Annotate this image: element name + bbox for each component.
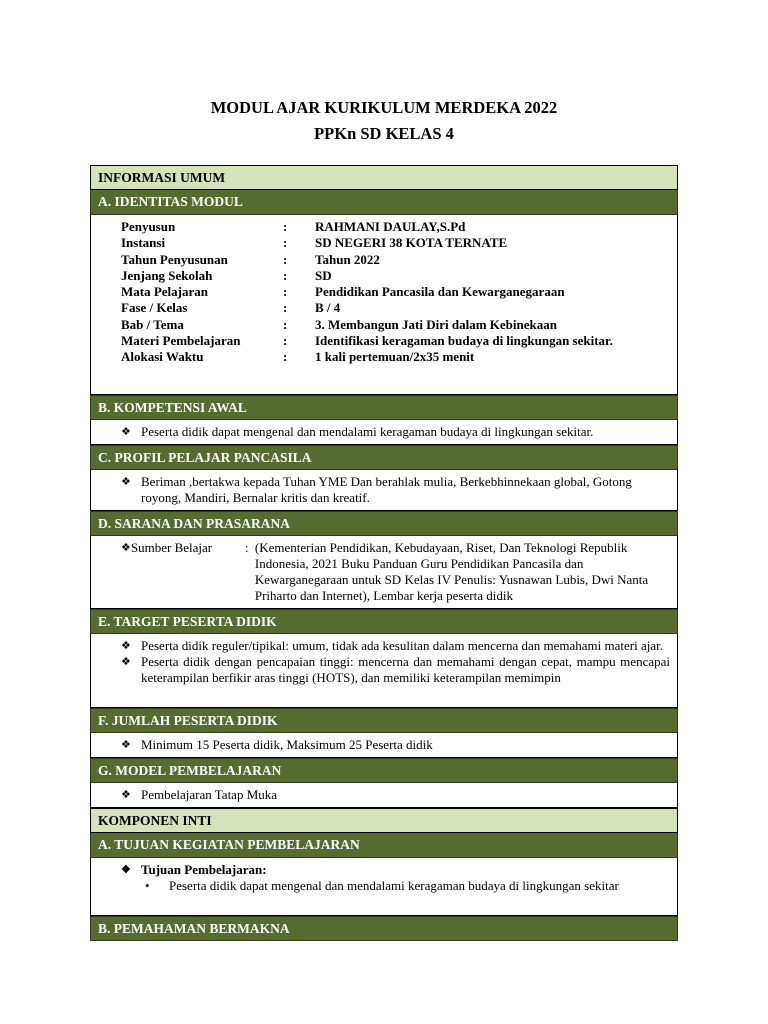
- list-item: [121, 540, 665, 604]
- sarana-prasarana-box: [90, 536, 678, 609]
- identitas-value: SD NEGERI 38 KOTA TERNATE: [315, 235, 508, 251]
- dot-bullet-icon: •: [145, 878, 150, 893]
- section-header-sarana-prasarana: D. SARANA DAN PRASARANA: [90, 511, 678, 536]
- list-item: [121, 474, 667, 506]
- diamond-bullet-icon: ❖: [121, 864, 131, 876]
- identitas-value: 1 kali pertemuan/2x35 menit: [315, 349, 475, 365]
- identitas-label: Penyusun: [121, 219, 176, 234]
- colon: :: [283, 235, 288, 251]
- identitas-label: Alokasi Waktu: [121, 349, 204, 365]
- module-table: [90, 165, 678, 941]
- section-header-informasi-umum: INFORMASI UMUM: [90, 165, 678, 190]
- identitas-value: SD: [315, 267, 332, 283]
- document-title: MODUL AJAR KURIKULUM MERDEKA 2022: [210, 98, 558, 117]
- colon: :: [283, 267, 288, 283]
- colon: :: [283, 251, 288, 267]
- colon: :: [283, 333, 288, 349]
- section-header-model-pembelajaran: G. MODEL PEMBELAJARAN: [90, 758, 678, 783]
- identitas-modul-box: [90, 215, 678, 395]
- target-item-text: Peserta didik reguler/tipikal: umum, tidak ada kesulitan dalam mencerna dan memahami materi ajar.: [141, 638, 663, 653]
- sarana-text: (Kementerian Pendidikan, Kebudayaan, Riset, Dan Teknologi Republik Indonesia, 2021 Buku Panduan Guru Pendidikan Pancasila dan Kewarganegaraan untuk SD Kelas IV Penulis: Yusnawan Lubis, Dwi Nanta Priharto dan Internet), Lembar kerja peserta didik: [254, 540, 649, 603]
- identitas-label: Mata Pelajaran: [121, 284, 209, 300]
- list-item: [121, 862, 670, 878]
- document-subtitle: PPKn SD KELAS 4: [314, 124, 454, 143]
- section-header-identitas-modul: A. IDENTITAS MODUL: [90, 190, 678, 215]
- target-item-text: Peserta didik dengan pencapaian tinggi: mencerna dan memahami dengan cepat, mampu mencapai keterampilan berfikir aras tinggi (HOTS), dan memiliki keterampilan memimpin: [141, 654, 670, 685]
- identitas-label: Fase / Kelas: [121, 300, 188, 316]
- identitas-value: Identifikasi keragaman budaya di lingkungan sekitar.: [315, 333, 613, 349]
- section-header-profil-pelajar: C. PROFIL PELAJAR PANCASILA: [90, 445, 678, 470]
- section-header-tujuan-kegiatan: A. TUJUAN KEGIATAN PEMBELAJARAN: [90, 833, 678, 858]
- colon: :: [283, 316, 288, 332]
- colon: :: [283, 349, 288, 365]
- kompetensi-awal-box: [90, 420, 678, 445]
- jumlah-peserta-box: [90, 733, 678, 758]
- tujuan-kegiatan-box: [90, 858, 678, 916]
- identitas-list: [91, 215, 677, 368]
- identitas-value: Tahun 2022: [315, 251, 380, 267]
- identitas-value: B / 4: [315, 300, 341, 316]
- model-text: Pembelajaran Tatap Muka: [141, 787, 278, 802]
- identitas-label: Instansi: [121, 235, 166, 251]
- diamond-bullet-icon: ❖: [121, 789, 131, 801]
- model-pembelajaran-box: [90, 783, 678, 808]
- diamond-bullet-icon: ❖: [121, 739, 131, 751]
- colon: :: [283, 219, 288, 234]
- list-item: [121, 737, 667, 753]
- diamond-bullet-icon: ❖: [121, 542, 131, 554]
- list-item: [121, 878, 670, 894]
- section-header-pemahaman-bermakna: B. PEMAHAMAN BERMAKNA: [90, 916, 678, 941]
- colon: :: [244, 540, 249, 555]
- jumlah-text: Minimum 15 Peserta didik, Maksimum 25 Peserta didik: [141, 737, 433, 752]
- identitas-value: Pendidikan Pancasila dan Kewarganegaraan: [315, 284, 565, 300]
- identitas-label: Jenjang Sekolah: [121, 267, 213, 283]
- diamond-bullet-icon: ❖: [121, 426, 131, 438]
- identitas-label: Materi Pembelajaran: [121, 333, 241, 349]
- list-item: [121, 424, 667, 440]
- target-peserta-box: [90, 634, 678, 708]
- list-item: [121, 787, 667, 803]
- section-header-komponen-inti: KOMPONEN INTI: [90, 808, 678, 833]
- identitas-value: 3. Membangun Jati Diri dalam Kebinekaan: [315, 316, 557, 332]
- tujuan-label: Tujuan Pembelajaran:: [141, 862, 267, 877]
- section-header-jumlah-peserta: F. JUMLAH PESERTA DIDIK: [90, 708, 678, 733]
- kompetensi-text: Peserta didik dapat mengenal dan mendalami keragaman budaya di lingkungan sekitar.: [141, 424, 594, 439]
- tujuan-text: Peserta didik dapat mengenal dan mendalami keragaman budaya di lingkungan sekitar: [169, 878, 619, 893]
- profil-pelajar-box: [90, 470, 678, 511]
- sarana-label: Sumber Belajar: [130, 540, 213, 555]
- diamond-bullet-icon: ❖: [121, 476, 131, 488]
- diamond-bullet-icon: ❖: [121, 656, 131, 668]
- list-item: [121, 638, 670, 654]
- list-item: [121, 654, 670, 686]
- colon: :: [283, 284, 288, 300]
- identitas-label: Bab / Tema: [121, 316, 184, 332]
- profil-text: Beriman ,bertakwa kepada Tuhan YME Dan berahlak mulia, Berkebhinnekaan global, Gotong royong, Mandiri, Bernalar kritis dan kreatif.: [141, 474, 632, 505]
- section-header-target-peserta: E. TARGET PESERTA DIDIK: [90, 609, 678, 634]
- section-header-kompetensi-awal: B. KOMPETENSI AWAL: [90, 395, 678, 420]
- identitas-value: RAHMANI DAULAY,S.Pd: [315, 219, 466, 234]
- diamond-bullet-icon: ❖: [121, 640, 131, 652]
- identitas-label: Tahun Penyusunan: [121, 251, 228, 267]
- colon: :: [283, 300, 288, 316]
